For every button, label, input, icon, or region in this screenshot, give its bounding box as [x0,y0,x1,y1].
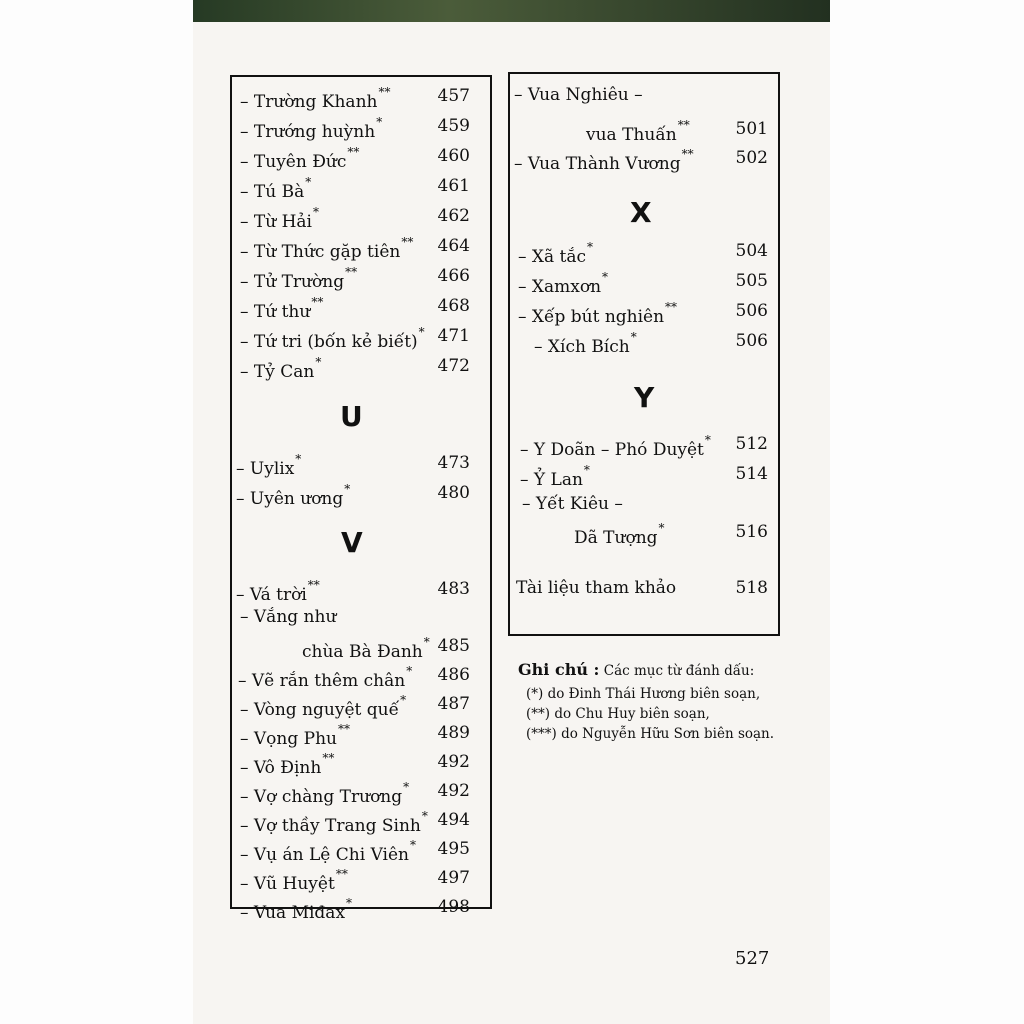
author-mark: ** [335,867,348,881]
author-mark: ** [665,300,678,314]
entry-title: – Xích Bích [534,336,630,357]
right-entry [520,464,590,490]
page-ref: 468 [437,296,470,316]
page-ref: 518 [735,578,768,598]
left-entry [240,356,321,382]
page-ref: 457 [437,86,470,106]
author-mark: ** [345,265,358,279]
author-mark: ** [322,751,335,765]
note-line: (*) do Đinh Thái Hương biên soạn, [526,686,761,702]
page-ref: 459 [437,116,470,136]
entry-title: Tài liệu tham khảo [516,578,677,598]
left-entry [240,607,336,627]
entry-title: – Tứ thư [240,301,311,322]
entry-title: – Tú Bà [240,181,305,202]
entry-title: – Từ Thức gặp tiên [240,241,401,262]
right-entry [586,119,690,145]
entry-title: – Vụ án Lệ Chi Viên [240,844,409,865]
author-mark: * [305,175,312,189]
left-entry [240,752,334,778]
author-mark: ** [677,118,690,132]
left-entry [302,636,430,662]
entry-title: – Vợ chàng Trương [240,786,403,807]
note-intro: Các mục từ đánh dấu: [603,663,755,679]
author-mark: * [315,355,322,369]
entry-title: – Vá trời [236,584,307,605]
entry-title: – Vọng Phu [240,728,337,749]
page-ref: 486 [437,665,470,685]
left-entry [240,206,319,232]
author-mark: * [421,809,428,823]
author-mark: ** [307,578,320,592]
left-entry [240,176,311,202]
right-entry [516,578,676,598]
left-entry [240,86,390,112]
author-mark: * [400,693,407,707]
entry-title: chùa Bà Đanh [302,641,423,662]
page-ref: 495 [437,839,470,859]
author-mark: * [418,325,425,339]
author-mark: * [346,896,353,910]
page-ref: 464 [437,236,470,256]
entry-title: – Vắng như [240,607,337,627]
entry-title: – Uylix [236,458,295,479]
right-entry [518,271,608,297]
left-entry [240,810,428,836]
left-entry [240,868,348,894]
author-mark: ** [347,145,360,159]
author-mark: * [583,463,590,477]
background-right [830,0,1024,1024]
page-ref: 498 [437,897,470,917]
left-entry [240,116,382,142]
page-ref: 492 [437,752,470,772]
entry-title: – Trường Khanh [240,91,378,112]
page-ref: 471 [437,326,470,346]
note-line: (***) do Nguyễn Hữu Sơn biên soạn. [526,726,775,742]
section-letter-v: V [341,526,363,559]
page-ref: 461 [437,176,470,196]
author-mark: * [423,635,430,649]
page-ref: 466 [437,266,470,286]
page-ref: 502 [735,148,768,168]
right-entry [514,85,643,105]
author-mark: ** [401,235,414,249]
author-mark: * [410,838,416,852]
author-mark: ** [681,147,694,161]
left-entry [240,897,352,923]
left-entry [236,483,350,509]
left-entry [236,579,320,605]
page-ref: 506 [735,301,768,321]
left-entry [240,326,425,352]
page-ref: 516 [735,522,768,542]
right-entry [574,522,665,548]
page-ref: 480 [437,483,470,503]
left-entry [236,453,301,479]
author-mark: * [403,780,410,794]
left-entry [240,723,350,749]
page-ref: 485 [437,636,470,656]
entry-title: – Vua Thành Vương [514,153,681,174]
entry-title: vua Thuấn [586,124,677,145]
entry-title: – Vòng nguyệt quế [240,699,400,720]
author-mark: ** [311,295,324,309]
page-ref: 501 [735,119,768,139]
right-entry [534,331,637,357]
entry-title: – Tuyên Đức [240,151,347,172]
entry-title: – Y Doãn – Phó Duyệt [520,439,704,460]
left-entry [240,296,323,322]
page-ref: 462 [437,206,470,226]
left-entry [240,839,416,865]
author-mark: ** [378,85,391,99]
entry-title: – Tứ tri (bốn kẻ biết) [240,331,418,352]
entry-title: Dã Tượng [574,527,658,548]
entry-title: – Trướng huỳnh [240,121,376,142]
section-letter-x: X [630,196,652,229]
page-ref: 512 [735,434,768,454]
section-letter-u: U [340,400,363,433]
entry-title: – Uyên ương [236,488,344,509]
page-ref: 492 [437,781,470,801]
background-left [0,0,193,1024]
author-mark: * [313,205,319,219]
author-mark: * [295,452,302,466]
note-heading: Ghi chú : [518,660,600,679]
right-entry [518,301,677,327]
page-ref: 472 [437,356,470,376]
entry-title: – Tỷ Can [240,361,315,382]
entry-title: – Từ Hải [240,211,312,232]
left-entry [240,694,406,720]
page-ref: 514 [735,464,768,484]
page-ref: 489 [437,723,470,743]
page-ref: 506 [735,331,768,351]
right-entry [522,494,623,514]
entry-title: – Vẽ rắn thêm chân [238,670,406,691]
page-ref: 487 [437,694,470,714]
page-ref: 483 [437,579,470,599]
page-ref: 494 [437,810,470,830]
page-ref: 473 [437,453,470,473]
author-mark: * [587,240,594,254]
right-entry [518,241,593,267]
entry-title: – Tử Trường [240,271,345,292]
page-ref: 504 [735,241,768,261]
entry-title: – Ỷ Lan [520,469,583,490]
entry-title: – Xamxơn [518,276,602,297]
author-mark: * [658,521,665,535]
right-entry [520,434,711,460]
entry-title: – Vua Nghiêu – [514,85,643,105]
entry-title: – Xã tắc [518,246,587,267]
author-mark: * [406,664,413,678]
page-ref: 505 [735,271,768,291]
entry-title: – Xếp bút nghiên [518,306,665,327]
left-entry [240,266,357,292]
left-entry [240,236,413,262]
entry-title: – Vô Định [240,757,322,778]
background-top [193,0,833,22]
author-mark: ** [338,722,350,736]
page-ref: 460 [437,146,470,166]
author-mark: * [376,115,383,129]
left-entry [240,146,359,172]
page-ref: 497 [437,868,470,888]
author-mark: * [704,433,711,447]
left-entry [240,781,409,807]
section-letter-y: Y [634,381,655,414]
note-block [518,660,754,681]
entry-title: – Vua Miđax [240,902,346,923]
note-line: (**) do Chu Huy biên soạn, [526,706,710,722]
page-number: 527 [735,948,770,969]
author-mark: * [602,270,609,284]
entry-title: – Vợ thầy Trang Sinh [240,815,421,836]
author-mark: * [344,482,351,496]
right-entry [514,148,694,174]
entry-title: – Vũ Huyệt [240,873,335,894]
left-entry [238,665,412,691]
author-mark: * [630,330,637,344]
entry-title: – Yết Kiêu – [522,494,623,514]
